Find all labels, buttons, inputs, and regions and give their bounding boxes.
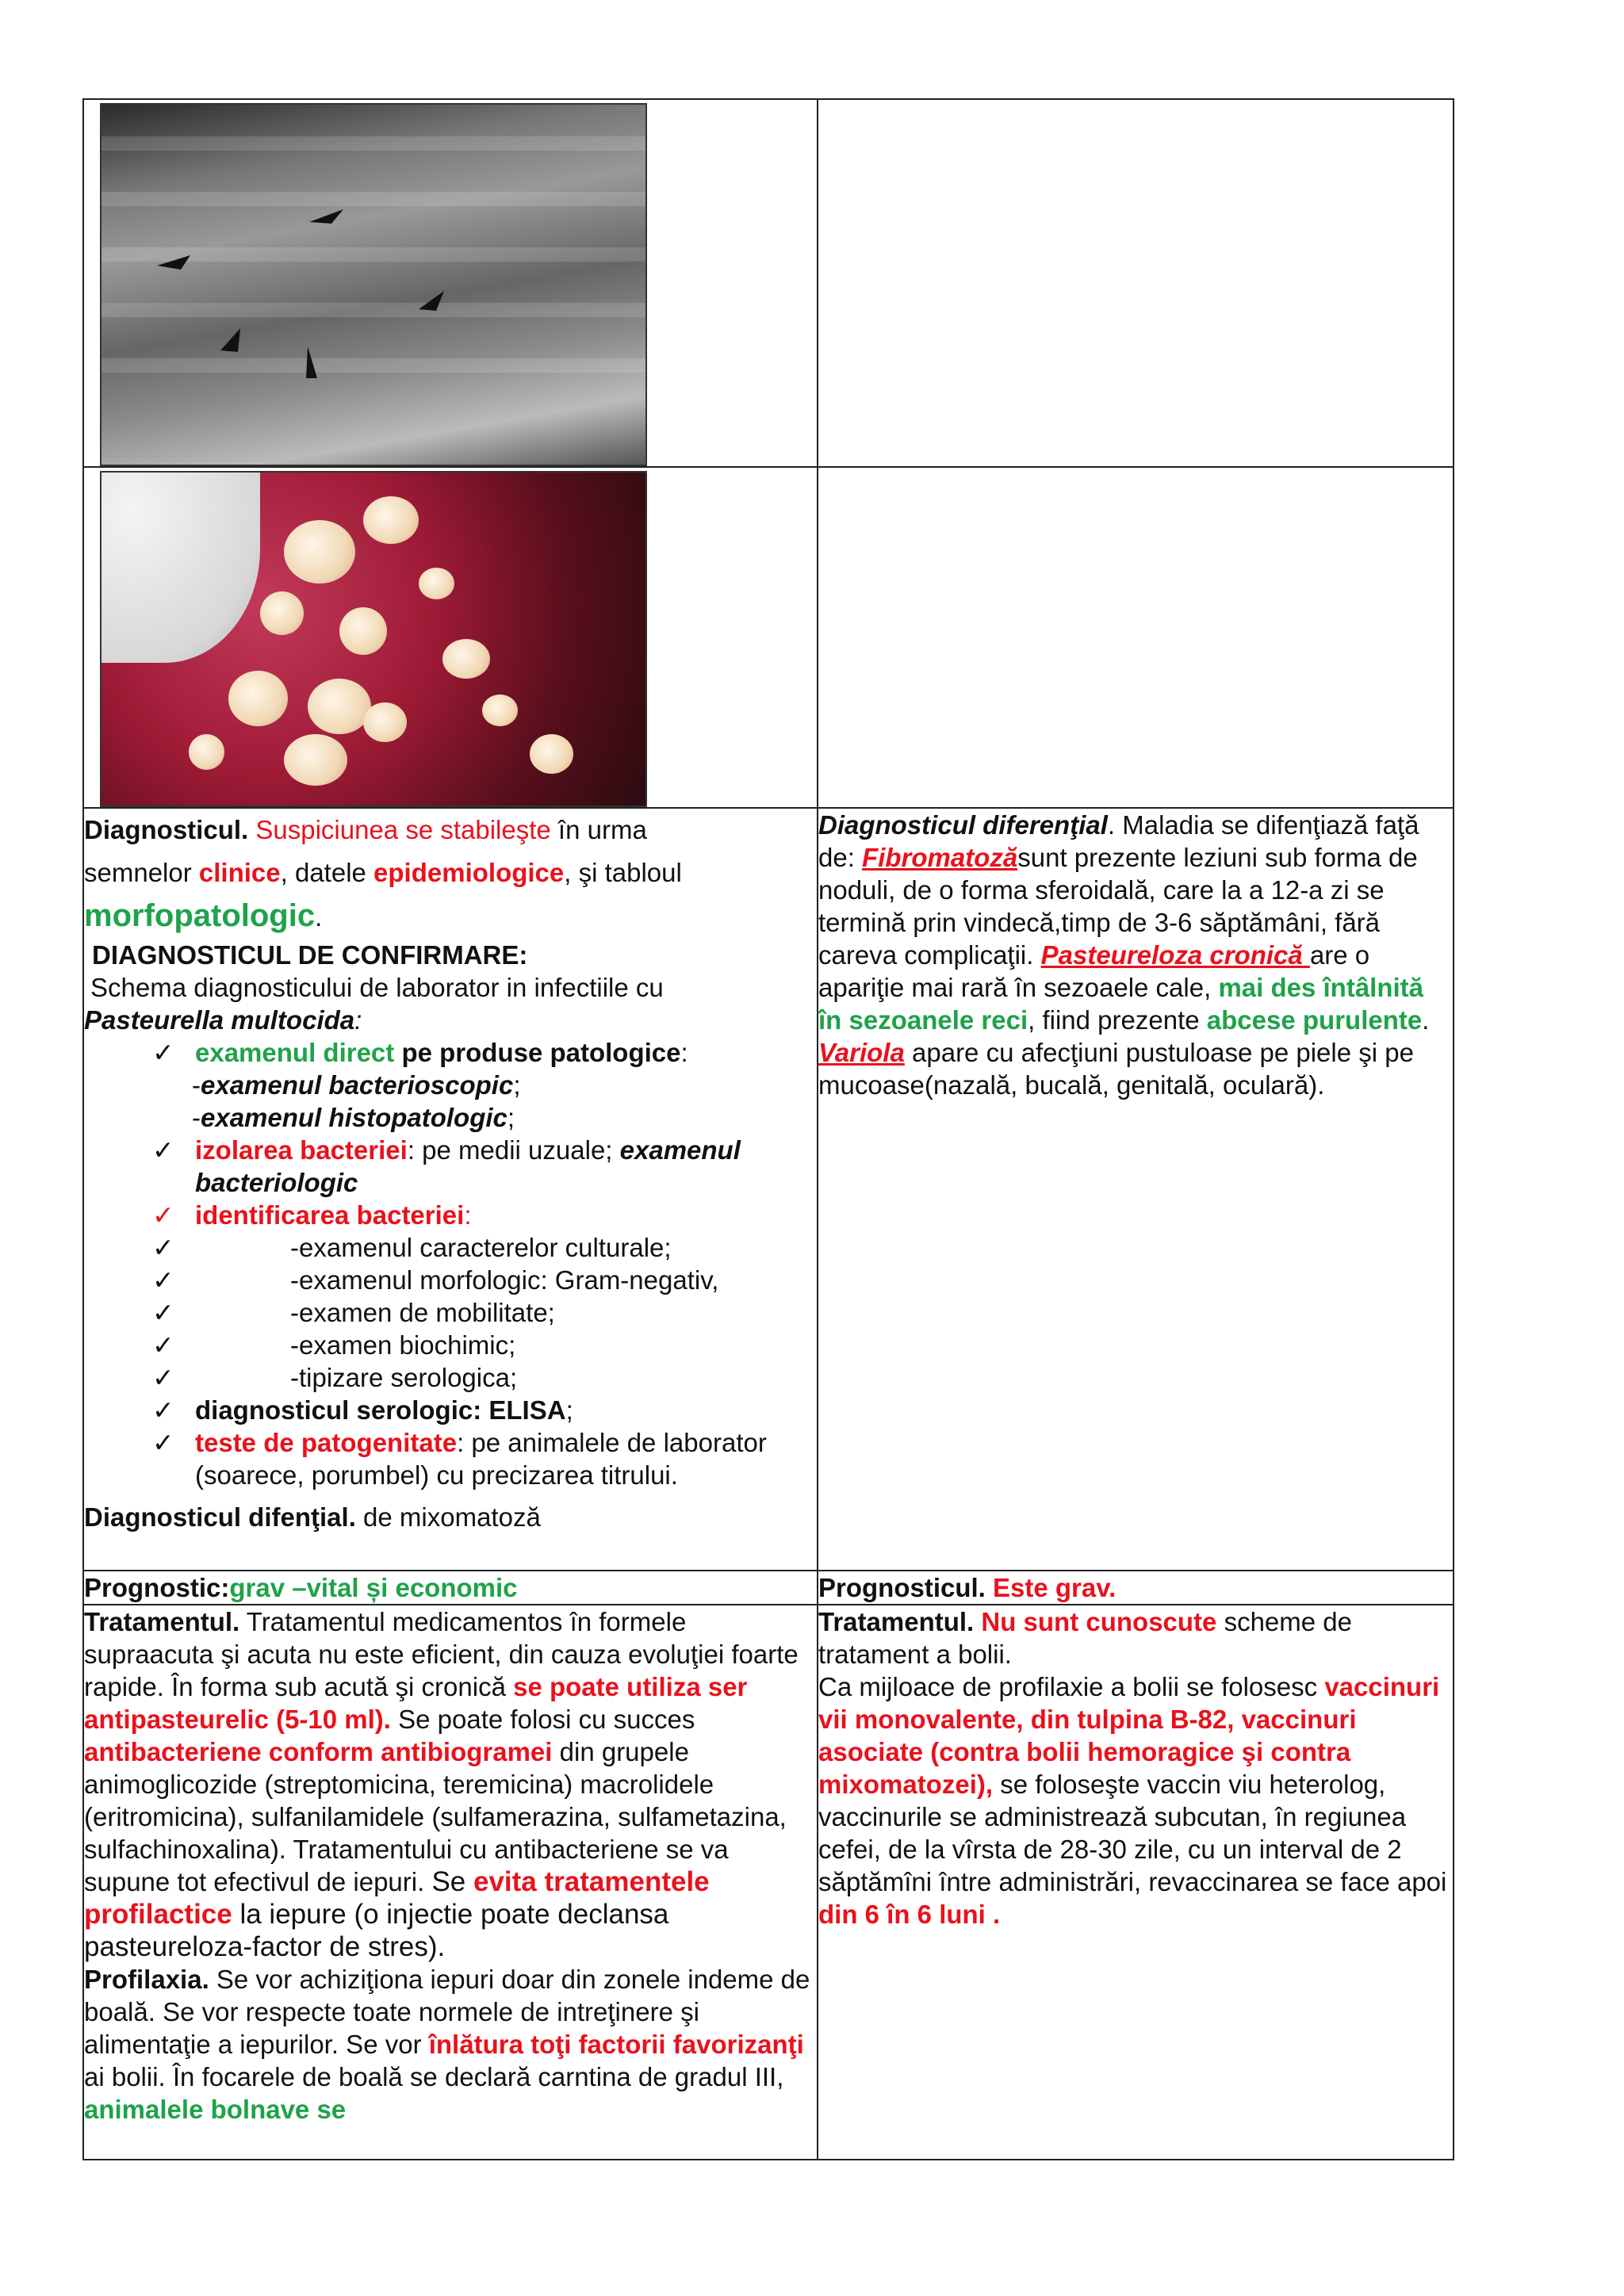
check-icon: ✓ (152, 1265, 174, 1295)
list-item: -examenul bacterioscopic; (192, 1070, 521, 1100)
confirm-heading: DIAGNOSTICUL DE CONFIRMARE: (92, 940, 528, 970)
empty-cell-2 (818, 467, 1454, 808)
check-icon: ✓ (152, 1428, 174, 1457)
list-item: ✓ -examenul morfologic: Gram-negativ, (152, 1265, 719, 1295)
list-item: ✓ teste de patogenitate: pe animalele de laborator (soarece, porumbel) cu precizarea titrului. (152, 1428, 767, 1490)
lung-row (83, 467, 1454, 808)
pasteurella-line: Pasteurella multocida: (84, 1005, 362, 1035)
diagnosis-row (83, 808, 1454, 1571)
list-item: ✓ -examenul caracterelor culturale; (152, 1233, 672, 1262)
diagnosis-intro: Diagnosticul. Suspiciunea se stabileşte în urma semnelor clinice, datele epidemiologice, şi tabloul morfopatologic. (84, 815, 682, 933)
prophylaxis-text: Profilaxia. Se vor achiziţiona iepuri doar din zonele indeme de boală. Se vor respecte toate normele de intreţinere şi alimentaţie a iepurilor. Se vor înlătura toţi factorii favorizanţi ai bolii. În focarele de boală se declară carntina de gradul III, animalele bolnave se (84, 1965, 810, 2124)
diff-diagnosis-left: Diagnosticul difenţial. de mixomatoză (84, 1502, 541, 1532)
list-item: ✓ -examen de mobilitate; (152, 1298, 555, 1327)
diagnosis-cell (83, 808, 818, 1571)
treatment-row (83, 1605, 1454, 2160)
check-icon: ✓ (152, 1330, 174, 1360)
check-icon: ✓ (152, 1395, 174, 1425)
treatment-right: Tratamentul. Nu sunt cunoscute scheme de tratament a bolii. Ca mijloace de profilaxie a bolii se folosesc vaccinuri vii monovalente, din tulpina B-82, vaccinuri asociate (contra bolii hemoragice şi contra mixomatozei), se foloseşte vaccin viu heterolog, vaccinurile se administrează subcutan, în regiunea cefei, de la vîrsta de 28-30 zile, cu un interval de 2 săptămîni între administrări, revaccinarea se face apoi din 6 în 6 luni . (818, 1605, 1454, 2160)
check-icon: ✓ (152, 1038, 174, 1067)
content-table (82, 98, 1454, 2160)
check-icon: ✓ (152, 1135, 174, 1165)
list-item: ✓ -tipizare serologica; (152, 1363, 518, 1392)
prognosis-right: Prognosticul. Este grav. (818, 1571, 1454, 1605)
check-icon: ✓ (152, 1298, 174, 1327)
list-item: ✓ izolarea bacteriei: pe medii uzuale; examenul bacteriologic (152, 1135, 741, 1197)
lung-cell (83, 467, 818, 808)
prognosis-row (83, 1571, 1454, 1605)
list-item: ✓ -examen biochimic; (152, 1330, 516, 1360)
radiograph-image (100, 103, 647, 466)
empty-cell-1 (818, 99, 1454, 467)
list-item: ✓ diagnosticul serologic: ELISA; (152, 1395, 573, 1425)
list-item: -examenul histopatologic; (192, 1103, 515, 1132)
xray-cell (83, 99, 818, 467)
lab-checklist (84, 1036, 817, 1491)
differential-cell: Diagnosticul diferenţial. Maladia se difenţiază faţă de: Fibromatozăsunt prezente leziuni sub forma de noduli, de o forma sferoidală, care la a 12-a zi se termină prin vindecă,timp de 3-6 săptămâni, fără careva complicaţii. Pasteureloza cronică are o apariţie mai rară în sezoaele cale, mai des întâlnită în sezoanele reci, fiind prezente abcese purulente. Variola apare cu afecţiuni pustuloase pe piele şi pe mucoase(nazală, bucală, genitală, oculară). (818, 808, 1454, 1571)
treatment-text: Tratamentul. Tratamentul medicamentos în formele supraacuta şi acuta nu este eficient, din cauza evoluţiei foarte rapide. În forma sub acută şi cronică se poate utiliza ser antipasteurelic (5-10 ml). Se poate folosi cu succes antibacteriene conform antibiogramei din grupele animoglicozide (streptomicina, teremicina) macrolidele (eritromicina), sulfanilamidele (sulfamerazina, sulfametazina, sulfachinoxalina). Tratamentului cu antibacteriene se va supune tot efectivul de iepuri. Se evita tratamentele profilactice la iepure (o injectie poate declansa pasteureloza-factor de stres). (84, 1607, 799, 1962)
check-icon: ✓ (152, 1200, 174, 1230)
xray-row (83, 99, 1454, 467)
list-item: ✓ identificarea bacteriei: (152, 1200, 472, 1230)
prognosis-left: Prognostic:grav –vital și economic (83, 1571, 818, 1605)
lung-lesions-photo (100, 471, 647, 807)
treatment-left (83, 1605, 818, 2160)
list-item: ✓ examenul direct pe produse patologice: (152, 1038, 688, 1067)
schema-text: Schema diagnosticului de laborator in infectiile cu (90, 973, 664, 1002)
check-icon: ✓ (152, 1363, 174, 1392)
arrow-markers-icon (102, 105, 645, 465)
check-icon: ✓ (152, 1233, 174, 1262)
